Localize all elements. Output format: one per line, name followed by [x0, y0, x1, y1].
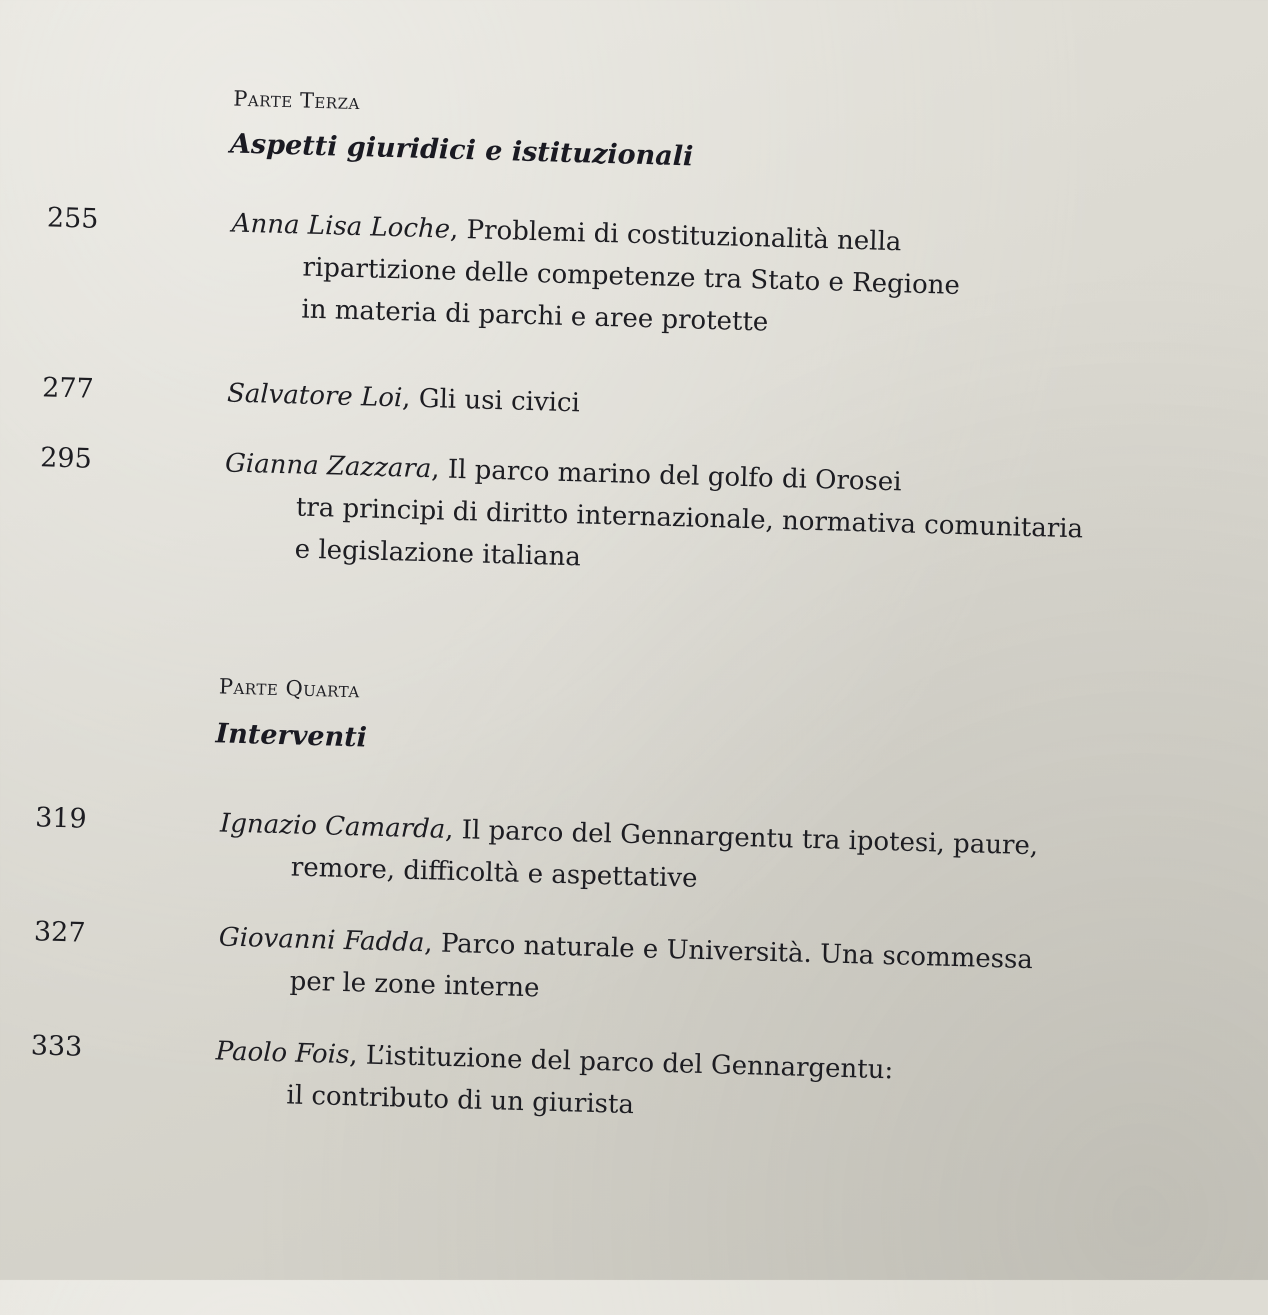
page-number: 277 [41, 372, 95, 405]
author-name: Salvatore Loi [226, 378, 403, 414]
entry-continuation: e legislazione italiana [294, 534, 582, 573]
entry-title: , Il parco del Gennargentu tra ipotesi, paure, [444, 814, 1039, 862]
entry-continuation: remore, difficoltà e aspettative [290, 852, 698, 894]
entry-continuation: tra principi di diritto internazionale, normativa comunitaria [295, 492, 1084, 545]
page-number: 295 [39, 442, 93, 475]
author-name: Gianna Zazzara [224, 448, 432, 485]
entry-title: , Problemi di costituzionalità nella [449, 214, 902, 258]
part-four-title: Interventi [215, 718, 368, 754]
page-number: 255 [46, 202, 99, 235]
entry-title: , L’istituzione del parco del Gennargentu: [348, 1040, 894, 1086]
entry-title: , Il parco marino del golfo di Orosei [430, 454, 902, 498]
author-name: Paolo Fois [215, 1036, 350, 1071]
entry-title: , Gli usi civici [401, 383, 581, 419]
toc-entry-319 [34, 802, 1039, 909]
part-three-label: Parte Terza [233, 86, 361, 115]
toc-entry-295 [39, 442, 1085, 592]
entry-continuation: in materia di parchi e aree protette [301, 294, 769, 338]
toc-entry-277 [41, 372, 581, 425]
entry-first-line [227, 373, 581, 425]
part-three-title: Aspetti giuridici e istituzionali [229, 128, 694, 173]
show-through [782, 632, 1203, 672]
page-number: 333 [30, 1030, 83, 1063]
entry-title: , Parco naturale e Università. Una scommessa [423, 928, 1034, 976]
toc-entry-333 [30, 1030, 894, 1133]
entry-continuation: ripartizione delle competenze tra Stato e Regione [302, 252, 961, 301]
entry-continuation: per le zone interne [289, 966, 540, 1004]
page-number: 327 [33, 916, 86, 949]
author-name: Ignazio Camarda [219, 808, 446, 845]
toc-entry-327 [33, 916, 1034, 1023]
entry-continuation: il contributo di un giurista [286, 1080, 635, 1121]
page-number: 319 [34, 802, 88, 835]
toc-entry-255 [46, 202, 962, 349]
author-name: Anna Lisa Loche [231, 208, 451, 245]
part-four-label: Parte Quarta [218, 674, 361, 703]
author-name: Giovanni Fadda [218, 922, 425, 959]
